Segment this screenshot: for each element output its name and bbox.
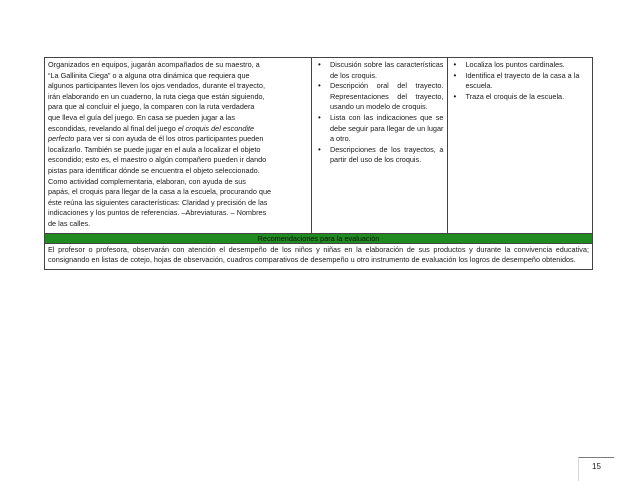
activity-line bbox=[48, 124, 308, 135]
activity-line: escondido; esto es, el maestro o algún compañero pueden ir dando bbox=[48, 155, 267, 165]
content-cell bbox=[311, 58, 447, 234]
content-item: • Descripción oral del trayecto. Representaciones del trayecto, usando un modelo de croquis. bbox=[316, 81, 443, 113]
activity-line: papás, el croquis para llegar de la casa a la escuela, procurando que bbox=[48, 187, 272, 197]
content-item: • Descripciones de los trayectos, a partir del uso de los croquis. bbox=[316, 145, 443, 166]
activity-line: “La Gallinita Ciega” o a alguna otra dinámica que requiera que bbox=[48, 70, 250, 80]
learning-item: • Identifica el trayecto de la casa a la escuela. bbox=[451, 71, 589, 92]
learning-item: • Localiza los puntos cardinales. bbox=[451, 60, 589, 71]
page-number-box bbox=[578, 457, 614, 481]
activity-line: algunos participantes lleven los ojos vendados, durante el trayecto, bbox=[48, 81, 266, 91]
page-number: 15 bbox=[592, 462, 601, 471]
content-list bbox=[316, 60, 443, 166]
activity-paragraph bbox=[48, 60, 308, 230]
activity-line: Como actividad complementaria, elaboran, con ayuda de sus bbox=[48, 176, 246, 186]
recommendations-title: Recomendaciones para la evaluación bbox=[45, 233, 593, 243]
content-item: • Discusión sobre las características de los croquis. bbox=[316, 60, 443, 81]
learning-cell bbox=[448, 58, 593, 234]
activity-line bbox=[48, 134, 308, 145]
activity-text: para ver si con ayuda de él los otros participantes pueden bbox=[76, 134, 264, 144]
activity-text: escondidas, revelando al final del juego bbox=[48, 123, 176, 133]
learning-item: • Traza el croquis de la escuela. bbox=[451, 92, 589, 103]
activity-line: éste reúna las siguientes características: Claridad y precisión de las bbox=[48, 197, 268, 207]
activities-row bbox=[45, 58, 593, 234]
activity-description-cell bbox=[45, 58, 312, 234]
activity-emphasis: perfecto bbox=[48, 134, 75, 144]
activity-line: pistas para identificar dónde se encuentra el objeto seleccionado. bbox=[48, 165, 260, 175]
recommendations-body-row bbox=[45, 243, 593, 269]
activity-line: Organizados en equipos, jugarán acompañados de su maestro, a bbox=[48, 60, 260, 69]
recommendations-header-row bbox=[45, 233, 593, 243]
activity-line: localizarlo. También se puede jugar en el aula a localizar el objeto bbox=[48, 144, 261, 154]
activity-line: de las calles. bbox=[48, 218, 91, 228]
content-item: • Lista con las indicaciones que se debe seguir para llegar de un lugar a otro. bbox=[316, 113, 443, 145]
activity-emphasis: el croquis del escondite bbox=[177, 123, 255, 133]
activity-line: que lleva el guía del juego. En casa se pueden jugar a las bbox=[48, 112, 236, 122]
planning-table bbox=[44, 57, 593, 270]
activity-line: para que al concluir el juego, la comparen con la ruta verdadera bbox=[48, 102, 255, 112]
recommendations-text: El profesor o profesora, observarán con atención el desempeño de los niños y niñas en la elaboración de sus productos y durante la convivencia educativa; consignando en listas de cotejo, hojas de observación, cuadros comparativos de desempeño u otro instrumento de evaluación los logros de desempeño obtenidos. bbox=[45, 243, 593, 269]
learning-list bbox=[451, 60, 589, 102]
activity-line: indicaciones y los puntos de referencias. –Abreviaturas. – Nombres bbox=[48, 208, 267, 218]
activity-line: irán elaborando en un cuaderno, la ruta ciega que están siguiendo, bbox=[48, 91, 265, 101]
